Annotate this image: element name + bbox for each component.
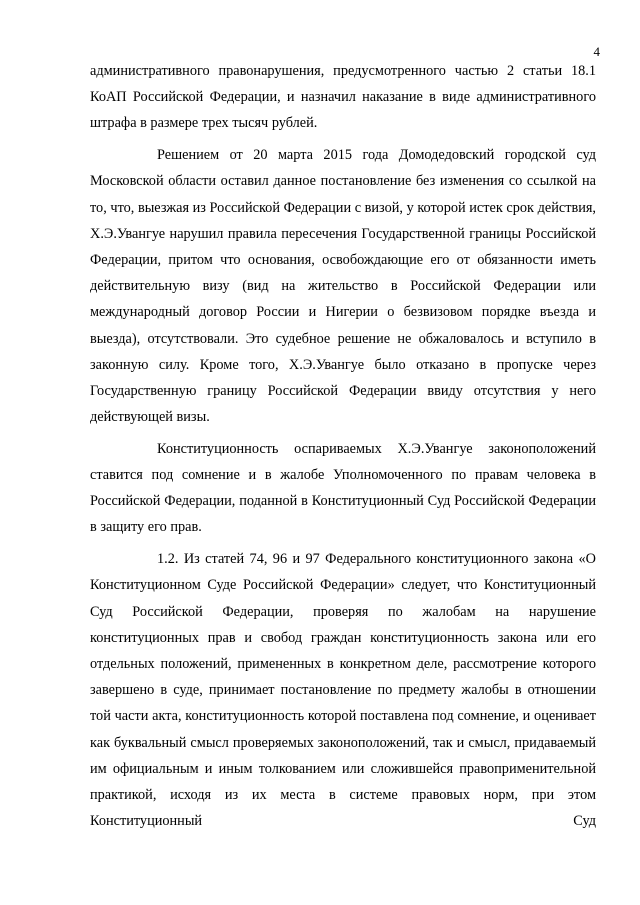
paragraph-1: административного правонарушения, предусмотренного частью 2 статьи 18.1 КоАП Российской Федерации, и назначил наказание в виде административного штрафа в размере трех тысяч рублей. — [90, 63, 596, 132]
paragraph-2: Решением от 20 марта 2015 года Домодедовский городской суд Московской области оставил данное постановление без изменения со ссылкой на то, что, выезжая из Российской Федерации с визой, у которой истек срок действия, Х.Э.Увангуе нарушил правила пересечения Государственной границы Российской Федерации, притом что основания, освобождающие его от обязанности иметь действительную визу (вид на жительство в Российской Федерации или международный договор России и Нигерии о безвизовом порядке въезда и выезда), отсутствовали. Это судебное решение не обжаловалось и вступило в законную силу. Кроме того, Х.Э.Увангуе было отказано в пропуске через Государственную границу Российской Федерации ввиду отсутствия у него действующей визы. — [90, 147, 596, 426]
paragraph-3: Конституционность оспариваемых Х.Э.Увангуе законоположений ставится под сомнение и в жалобе Уполномоченного по правам человека в Российской Федерации, поданной в Конституционный Суд Российской Федерации в защиту его прав. — [90, 440, 596, 536]
page-number: 4 — [593, 44, 600, 59]
paragraph-4: 1.2. Из статей 74, 96 и 97 Федерального конституционного закона «О Конституционном Суде Российской Федерации» следует, что Конституционный Суд Российской Федерации, проверяя по жалобам на нарушение конституционных прав и свобод граждан конституционность закона или его отдельных положений, примененных в конкретном деле, рассмотрение которого завершено в суде, принимает постановление по предмету жалобы в отношении той части акта, конституционность которой поставлена под сомнение, и оценивает как буквальный смысл проверяемых законоположений, так и смысл, придаваемый им официальным и иным толкованием или сложившейся правоприменительной практикой, исходя из их места в системе правовых норм, при этом Конституционный Суд — [90, 551, 596, 830]
document-body — [90, 58, 596, 834]
